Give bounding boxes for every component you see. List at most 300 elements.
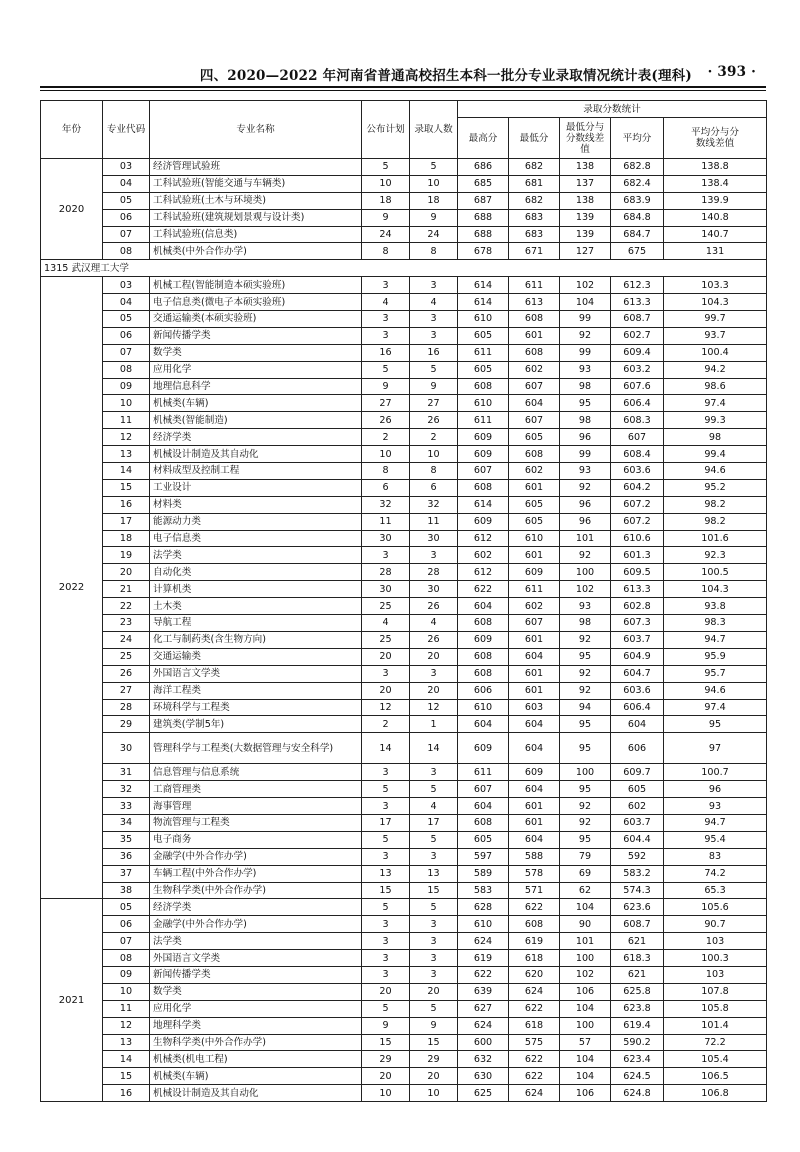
page-header [30,62,770,84]
cell-avg-diff: 93.7 [664,327,767,344]
cell-avg: 608.4 [611,446,664,463]
cell-major-name: 新闻传播学类 [150,966,362,983]
cell-major-name: 信息管理与信息系统 [150,764,362,781]
cell-min: 620 [509,966,560,983]
cell-min: 618 [509,1017,560,1034]
cell-admitted: 3 [410,950,458,967]
cell-admitted: 8 [410,463,458,480]
table-row [41,631,767,648]
cell-code: 11 [103,1000,150,1017]
cell-admitted: 5 [410,361,458,378]
cell-max: 607 [458,781,509,798]
cell-plan: 12 [362,699,410,716]
cell-code: 31 [103,764,150,781]
cell-min: 601 [509,814,560,831]
cell-avg-diff: 98 [664,429,767,446]
table-row [41,1017,767,1034]
cell-min-diff: 104 [560,1051,611,1068]
table-row [41,781,767,798]
cell-admitted: 3 [410,311,458,328]
cell-code: 28 [103,699,150,716]
cell-major-name: 机械类(车辆) [150,395,362,412]
cell-major-name: 车辆工程(中外合作办学) [150,865,362,882]
col-max: 最高分 [458,118,509,159]
cell-avg: 683.9 [611,192,664,209]
cell-avg-diff: 140.7 [664,226,767,243]
cell-major-name: 工科试验班(土木与环境类) [150,192,362,209]
cell-min: 682 [509,192,560,209]
cell-plan: 3 [362,547,410,564]
cell-min-diff: 93 [560,361,611,378]
cell-admitted: 26 [410,598,458,615]
cell-major-name: 生物科学类(中外合作办学) [150,882,362,899]
cell-avg-diff: 95.9 [664,648,767,665]
cell-min-diff: 98 [560,615,611,632]
cell-major-name: 工科试验班(智能交通与车辆类) [150,175,362,192]
cell-avg-diff: 97 [664,733,767,764]
cell-code: 08 [103,950,150,967]
header-rule-thin [40,90,766,91]
cell-admitted: 29 [410,1051,458,1068]
cell-code: 03 [103,277,150,294]
cell-min-diff: 104 [560,1000,611,1017]
table-row [41,933,767,950]
col-year: 年份 [41,101,103,159]
cell-min-diff: 90 [560,916,611,933]
cell-max: 604 [458,798,509,815]
cell-admitted: 1 [410,716,458,733]
cell-max: 610 [458,311,509,328]
cell-avg: 603.7 [611,631,664,648]
table-row [41,950,767,967]
cell-avg: 606.4 [611,395,664,412]
table-row [41,294,767,311]
cell-min-diff: 93 [560,463,611,480]
cell-major-name: 工科试验班(建筑规划景观与设计类) [150,209,362,226]
cell-major-name: 管理科学与工程类(大数据管理与安全科学) [150,733,362,764]
cell-major-name: 土木类 [150,598,362,615]
table-row [41,446,767,463]
cell-avg: 618.3 [611,950,664,967]
cell-plan: 3 [362,848,410,865]
cell-max: 605 [458,831,509,848]
cell-plan: 3 [362,311,410,328]
cell-admitted: 8 [410,243,458,260]
cell-major-name: 电子信息类(微电子本硕实验班) [150,294,362,311]
cell-avg-diff: 139.9 [664,192,767,209]
cell-plan: 5 [362,781,410,798]
cell-major-name: 工商管理类 [150,781,362,798]
cell-avg: 607.6 [611,378,664,395]
cell-min-diff: 102 [560,277,611,294]
cell-admitted: 10 [410,1085,458,1102]
cell-major-name: 地理信息科学 [150,378,362,395]
cell-major-name: 金融学(中外合作办学) [150,916,362,933]
table-row [41,865,767,882]
cell-min: 681 [509,175,560,192]
cell-max: 602 [458,547,509,564]
cell-code: 25 [103,648,150,665]
cell-plan: 5 [362,831,410,848]
cell-min: 671 [509,243,560,260]
cell-max: 611 [458,412,509,429]
cell-avg: 610.6 [611,530,664,547]
col-avg-diff: 平均分与分数线差值 [664,118,767,159]
cell-min-diff: 92 [560,798,611,815]
cell-plan: 9 [362,378,410,395]
cell-max: 686 [458,159,509,176]
col-admitted: 录取人数 [410,101,458,159]
cell-major-name: 机械类(机电工程) [150,1051,362,1068]
cell-avg: 609.4 [611,344,664,361]
cell-major-name: 应用化学 [150,1000,362,1017]
cell-min-diff: 100 [560,950,611,967]
cell-min-diff: 92 [560,479,611,496]
cell-year: 2020 [41,159,103,260]
cell-major-name: 材料类 [150,496,362,513]
cell-code: 29 [103,716,150,733]
cell-code: 10 [103,983,150,1000]
cell-plan: 25 [362,598,410,615]
cell-major-name: 机械类(车辆) [150,1068,362,1085]
cell-max: 687 [458,192,509,209]
table-row [41,209,767,226]
cell-min: 604 [509,781,560,798]
cell-avg-diff: 93 [664,798,767,815]
cell-avg-diff: 99.7 [664,311,767,328]
cell-code: 15 [103,1068,150,1085]
cell-avg-diff: 131 [664,243,767,260]
cell-max: 604 [458,598,509,615]
cell-code: 08 [103,361,150,378]
cell-code: 34 [103,814,150,831]
cell-plan: 9 [362,209,410,226]
cell-min: 682 [509,159,560,176]
cell-max: 685 [458,175,509,192]
cell-plan: 3 [362,950,410,967]
cell-major-name: 外国语言文学类 [150,950,362,967]
cell-avg: 684.8 [611,209,664,226]
cell-max: 688 [458,209,509,226]
cell-min-diff: 93 [560,598,611,615]
cell-plan: 24 [362,226,410,243]
cell-admitted: 5 [410,1000,458,1017]
cell-admitted: 3 [410,665,458,682]
cell-plan: 30 [362,581,410,598]
cell-min-diff: 102 [560,966,611,983]
table-row [41,175,767,192]
cell-min: 622 [509,1068,560,1085]
cell-code: 07 [103,344,150,361]
cell-max: 608 [458,615,509,632]
cell-major-name: 应用化学 [150,361,362,378]
cell-min: 601 [509,327,560,344]
cell-min-diff: 96 [560,513,611,530]
table-row [41,412,767,429]
table-row [41,479,767,496]
cell-plan: 20 [362,983,410,1000]
cell-year: 2022 [41,277,103,899]
cell-max: 610 [458,916,509,933]
table-row [41,530,767,547]
cell-major-name: 建筑类(学制5年) [150,716,362,733]
cell-min-diff: 138 [560,192,611,209]
table-row [41,764,767,781]
table-row [41,564,767,581]
cell-code: 20 [103,564,150,581]
table-row [41,966,767,983]
cell-plan: 3 [362,933,410,950]
cell-plan: 29 [362,1051,410,1068]
cell-avg: 607 [611,429,664,446]
cell-code: 05 [103,192,150,209]
cell-major-name: 经济学类 [150,429,362,446]
cell-avg: 619.4 [611,1017,664,1034]
cell-code: 16 [103,1085,150,1102]
cell-code: 13 [103,446,150,463]
cell-code: 03 [103,159,150,176]
cell-min: 619 [509,933,560,950]
cell-max: 625 [458,1085,509,1102]
cell-avg: 604.2 [611,479,664,496]
cell-code: 15 [103,479,150,496]
cell-code: 16 [103,496,150,513]
cell-plan: 10 [362,175,410,192]
cell-min-diff: 92 [560,327,611,344]
cell-plan: 5 [362,899,410,916]
cell-min: 601 [509,665,560,682]
cell-plan: 26 [362,412,410,429]
cell-plan: 3 [362,916,410,933]
cell-min: 607 [509,378,560,395]
cell-avg: 603.6 [611,463,664,480]
cell-year: 2021 [41,899,103,1102]
table-row [41,682,767,699]
cell-major-name: 工业设计 [150,479,362,496]
cell-code: 27 [103,682,150,699]
cell-plan: 14 [362,733,410,764]
cell-avg: 624.8 [611,1085,664,1102]
table-row [41,1000,767,1017]
table-row [41,699,767,716]
cell-avg-diff: 101.4 [664,1017,767,1034]
cell-major-name: 新闻传播学类 [150,327,362,344]
col-stats-group: 录取分数统计 [458,101,767,118]
cell-avg-diff: 105.8 [664,1000,767,1017]
school-name: 1315 武汉理工大学 [41,260,767,277]
cell-max: 630 [458,1068,509,1085]
cell-avg-diff: 106.5 [664,1068,767,1085]
cell-avg: 592 [611,848,664,865]
cell-plan: 18 [362,192,410,209]
cell-plan: 5 [362,159,410,176]
cell-min: 605 [509,429,560,446]
cell-code: 38 [103,882,150,899]
table-row [41,463,767,480]
cell-min-diff: 100 [560,564,611,581]
cell-code: 09 [103,966,150,983]
cell-major-name: 导航工程 [150,615,362,632]
cell-admitted: 3 [410,327,458,344]
cell-plan: 11 [362,513,410,530]
cell-min-diff: 98 [560,412,611,429]
table-body [41,159,767,1102]
cell-min: 571 [509,882,560,899]
cell-min-diff: 106 [560,983,611,1000]
table-row [41,311,767,328]
cell-avg: 623.4 [611,1051,664,1068]
cell-avg-diff: 103 [664,933,767,950]
cell-plan: 32 [362,496,410,513]
cell-min: 602 [509,598,560,615]
cell-code: 13 [103,1034,150,1051]
cell-max: 627 [458,1000,509,1017]
cell-max: 609 [458,733,509,764]
table-row [41,615,767,632]
cell-max: 688 [458,226,509,243]
cell-major-name: 海事管理 [150,798,362,815]
cell-admitted: 3 [410,848,458,865]
cell-min: 622 [509,1000,560,1017]
cell-plan: 2 [362,716,410,733]
cell-min: 604 [509,733,560,764]
cell-max: 604 [458,716,509,733]
page-number: · 393 · [707,64,756,80]
cell-major-name: 海洋工程类 [150,682,362,699]
cell-avg-diff: 99.4 [664,446,767,463]
cell-max: 609 [458,446,509,463]
cell-major-name: 生物科学类(中外合作办学) [150,1034,362,1051]
cell-avg: 608.3 [611,412,664,429]
cell-plan: 3 [362,798,410,815]
cell-avg: 621 [611,966,664,983]
cell-max: 678 [458,243,509,260]
cell-min: 607 [509,615,560,632]
cell-avg-diff: 93.8 [664,598,767,615]
cell-major-name: 机械设计制造及其自动化 [150,446,362,463]
cell-major-name: 电子信息类 [150,530,362,547]
cell-avg-diff: 100.3 [664,950,767,967]
cell-min-diff: 92 [560,631,611,648]
cell-avg-diff: 98.2 [664,496,767,513]
cell-avg-diff: 138.8 [664,159,767,176]
cell-min-diff: 98 [560,378,611,395]
cell-avg-diff: 74.2 [664,865,767,882]
cell-avg-diff: 100.4 [664,344,767,361]
cell-avg-diff: 140.8 [664,209,767,226]
cell-major-name: 自动化类 [150,564,362,581]
cell-min: 604 [509,716,560,733]
cell-min: 602 [509,361,560,378]
cell-avg-diff: 92.3 [664,547,767,564]
cell-min-diff: 137 [560,175,611,192]
cell-min: 609 [509,764,560,781]
cell-major-name: 机械设计制造及其自动化 [150,1085,362,1102]
cell-major-name: 数学类 [150,983,362,1000]
cell-max: 607 [458,463,509,480]
cell-avg: 624.5 [611,1068,664,1085]
cell-avg: 606 [611,733,664,764]
cell-avg: 583.2 [611,865,664,882]
cell-code: 36 [103,848,150,865]
cell-avg-diff: 96 [664,781,767,798]
cell-avg-diff: 101.6 [664,530,767,547]
table-row [41,1085,767,1102]
cell-min: 607 [509,412,560,429]
table-row [41,1034,767,1051]
cell-max: 611 [458,764,509,781]
cell-min-diff: 62 [560,882,611,899]
cell-plan: 15 [362,1034,410,1051]
cell-admitted: 9 [410,209,458,226]
cell-max: 612 [458,530,509,547]
cell-min: 608 [509,344,560,361]
cell-admitted: 24 [410,226,458,243]
cell-major-name: 环境科学与工程类 [150,699,362,716]
cell-admitted: 26 [410,631,458,648]
cell-admitted: 20 [410,983,458,1000]
cell-max: 612 [458,564,509,581]
cell-major-name: 机械工程(智能制造本硕实验班) [150,277,362,294]
cell-major-name: 化工与制药类(含生物方向) [150,631,362,648]
cell-major-name: 法学类 [150,547,362,564]
table-row [41,192,767,209]
table-row [41,243,767,260]
cell-max: 611 [458,344,509,361]
cell-code: 30 [103,733,150,764]
table-row [41,899,767,916]
col-min-diff: 最低分与分数线差值 [560,118,611,159]
cell-code: 19 [103,547,150,564]
cell-min-diff: 100 [560,764,611,781]
cell-admitted: 5 [410,159,458,176]
cell-min: 602 [509,463,560,480]
cell-admitted: 4 [410,294,458,311]
cell-admitted: 3 [410,916,458,933]
cell-avg: 604 [611,716,664,733]
cell-avg: 609.5 [611,564,664,581]
cell-max: 605 [458,327,509,344]
cell-admitted: 20 [410,682,458,699]
cell-admitted: 5 [410,781,458,798]
cell-avg: 601.3 [611,547,664,564]
cell-min: 603 [509,699,560,716]
cell-plan: 16 [362,344,410,361]
cell-min-diff: 138 [560,159,611,176]
cell-min: 601 [509,682,560,699]
cell-major-name: 机械类(智能制造) [150,412,362,429]
cell-admitted: 3 [410,277,458,294]
cell-min: 608 [509,446,560,463]
cell-code: 35 [103,831,150,848]
cell-min-diff: 57 [560,1034,611,1051]
cell-admitted: 4 [410,615,458,632]
cell-avg: 604.9 [611,648,664,665]
table-row [41,581,767,598]
cell-min-diff: 95 [560,831,611,848]
cell-plan: 3 [362,966,410,983]
cell-admitted: 17 [410,814,458,831]
cell-min: 609 [509,564,560,581]
cell-plan: 4 [362,615,410,632]
cell-min-diff: 95 [560,781,611,798]
cell-avg: 590.2 [611,1034,664,1051]
table-row [41,733,767,764]
cell-admitted: 20 [410,1068,458,1085]
cell-code: 05 [103,899,150,916]
cell-max: 624 [458,933,509,950]
cell-code: 06 [103,916,150,933]
